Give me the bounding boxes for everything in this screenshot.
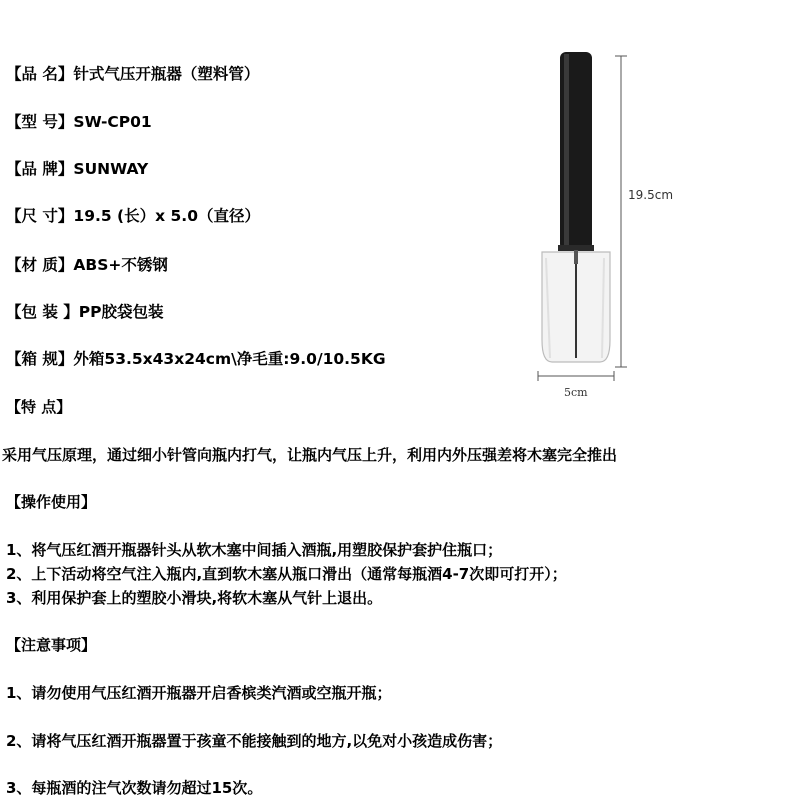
spec-material — [6, 255, 168, 275]
opener-handle — [558, 52, 594, 251]
spec-name-value: 针式气压开瓶器（塑料管） — [73, 65, 260, 83]
width-dimension-line — [538, 371, 614, 381]
spec-material-value: ABS+不锈钢 — [73, 256, 168, 274]
usage-heading: 【操作使用】 — [6, 493, 97, 511]
spec-carton — [6, 349, 386, 369]
spec-carton-value: 外箱53.5x43x24cm\净毛重:9.0/10.5KG — [73, 350, 386, 368]
usage-step-3: 3、利用保护套上的塑胶小滑块,将软木塞从气针上退出。 — [6, 589, 383, 607]
spec-size-value: 19.5 (长）x 5.0（直径） — [73, 207, 260, 225]
spec-packaging-label: 【包 装 】 — [6, 303, 79, 321]
spec-name — [6, 64, 259, 84]
spec-material-label: 【材 质】 — [6, 256, 74, 274]
spec-name-label: 【品 名】 — [6, 65, 74, 83]
usage-step-2: 2、上下活动将空气注入瓶内,直到软木塞从瓶口滑出（通常每瓶酒4-7次即可打开）； — [6, 565, 567, 583]
width-label: 5cm — [564, 386, 588, 399]
height-label: 19.5cm — [628, 188, 674, 202]
usage-step-1: 1、将气压红酒开瓶器针头从软木塞中间插入酒瓶,用塑胶保护套护住瓶口； — [6, 541, 503, 559]
cautions-heading: 【注意事项】 — [6, 636, 97, 654]
spec-carton-label: 【箱 规】 — [6, 350, 74, 368]
spec-packaging — [6, 302, 164, 322]
height-dimension-line — [615, 56, 627, 367]
caution-item-2: 2、请将气压红酒开瓶器置于孩童不能接触到的地方,以免对小孩造成伤害； — [6, 732, 503, 750]
spec-brand — [6, 159, 148, 179]
spec-brand-label: 【品 牌】 — [6, 160, 74, 178]
spec-brand-value: SUNWAY — [73, 160, 149, 178]
wine-opener-image — [520, 40, 700, 410]
spec-model-value: SW-CP01 — [73, 113, 152, 131]
caution-item-1: 1、请勿使用气压红酒开瓶器开启香槟类汽酒或空瓶开瓶； — [6, 684, 392, 702]
spec-packaging-value: PP胶袋包装 — [78, 303, 164, 321]
spec-model-label: 【型 号】 — [6, 113, 74, 131]
features-text: 采用气压原理，通过细小针管向瓶内打气，让瓶内气压上升，利用内外压强差将木塞完全推出 — [2, 446, 618, 464]
spec-size-label: 【尺 寸】 — [6, 207, 74, 225]
caution-item-3: 3、每瓶酒的注气次数请勿超过15次。 — [6, 779, 263, 797]
features-heading: 【特 点】 — [6, 398, 72, 416]
spec-size — [6, 206, 260, 226]
spec-model — [6, 112, 152, 132]
